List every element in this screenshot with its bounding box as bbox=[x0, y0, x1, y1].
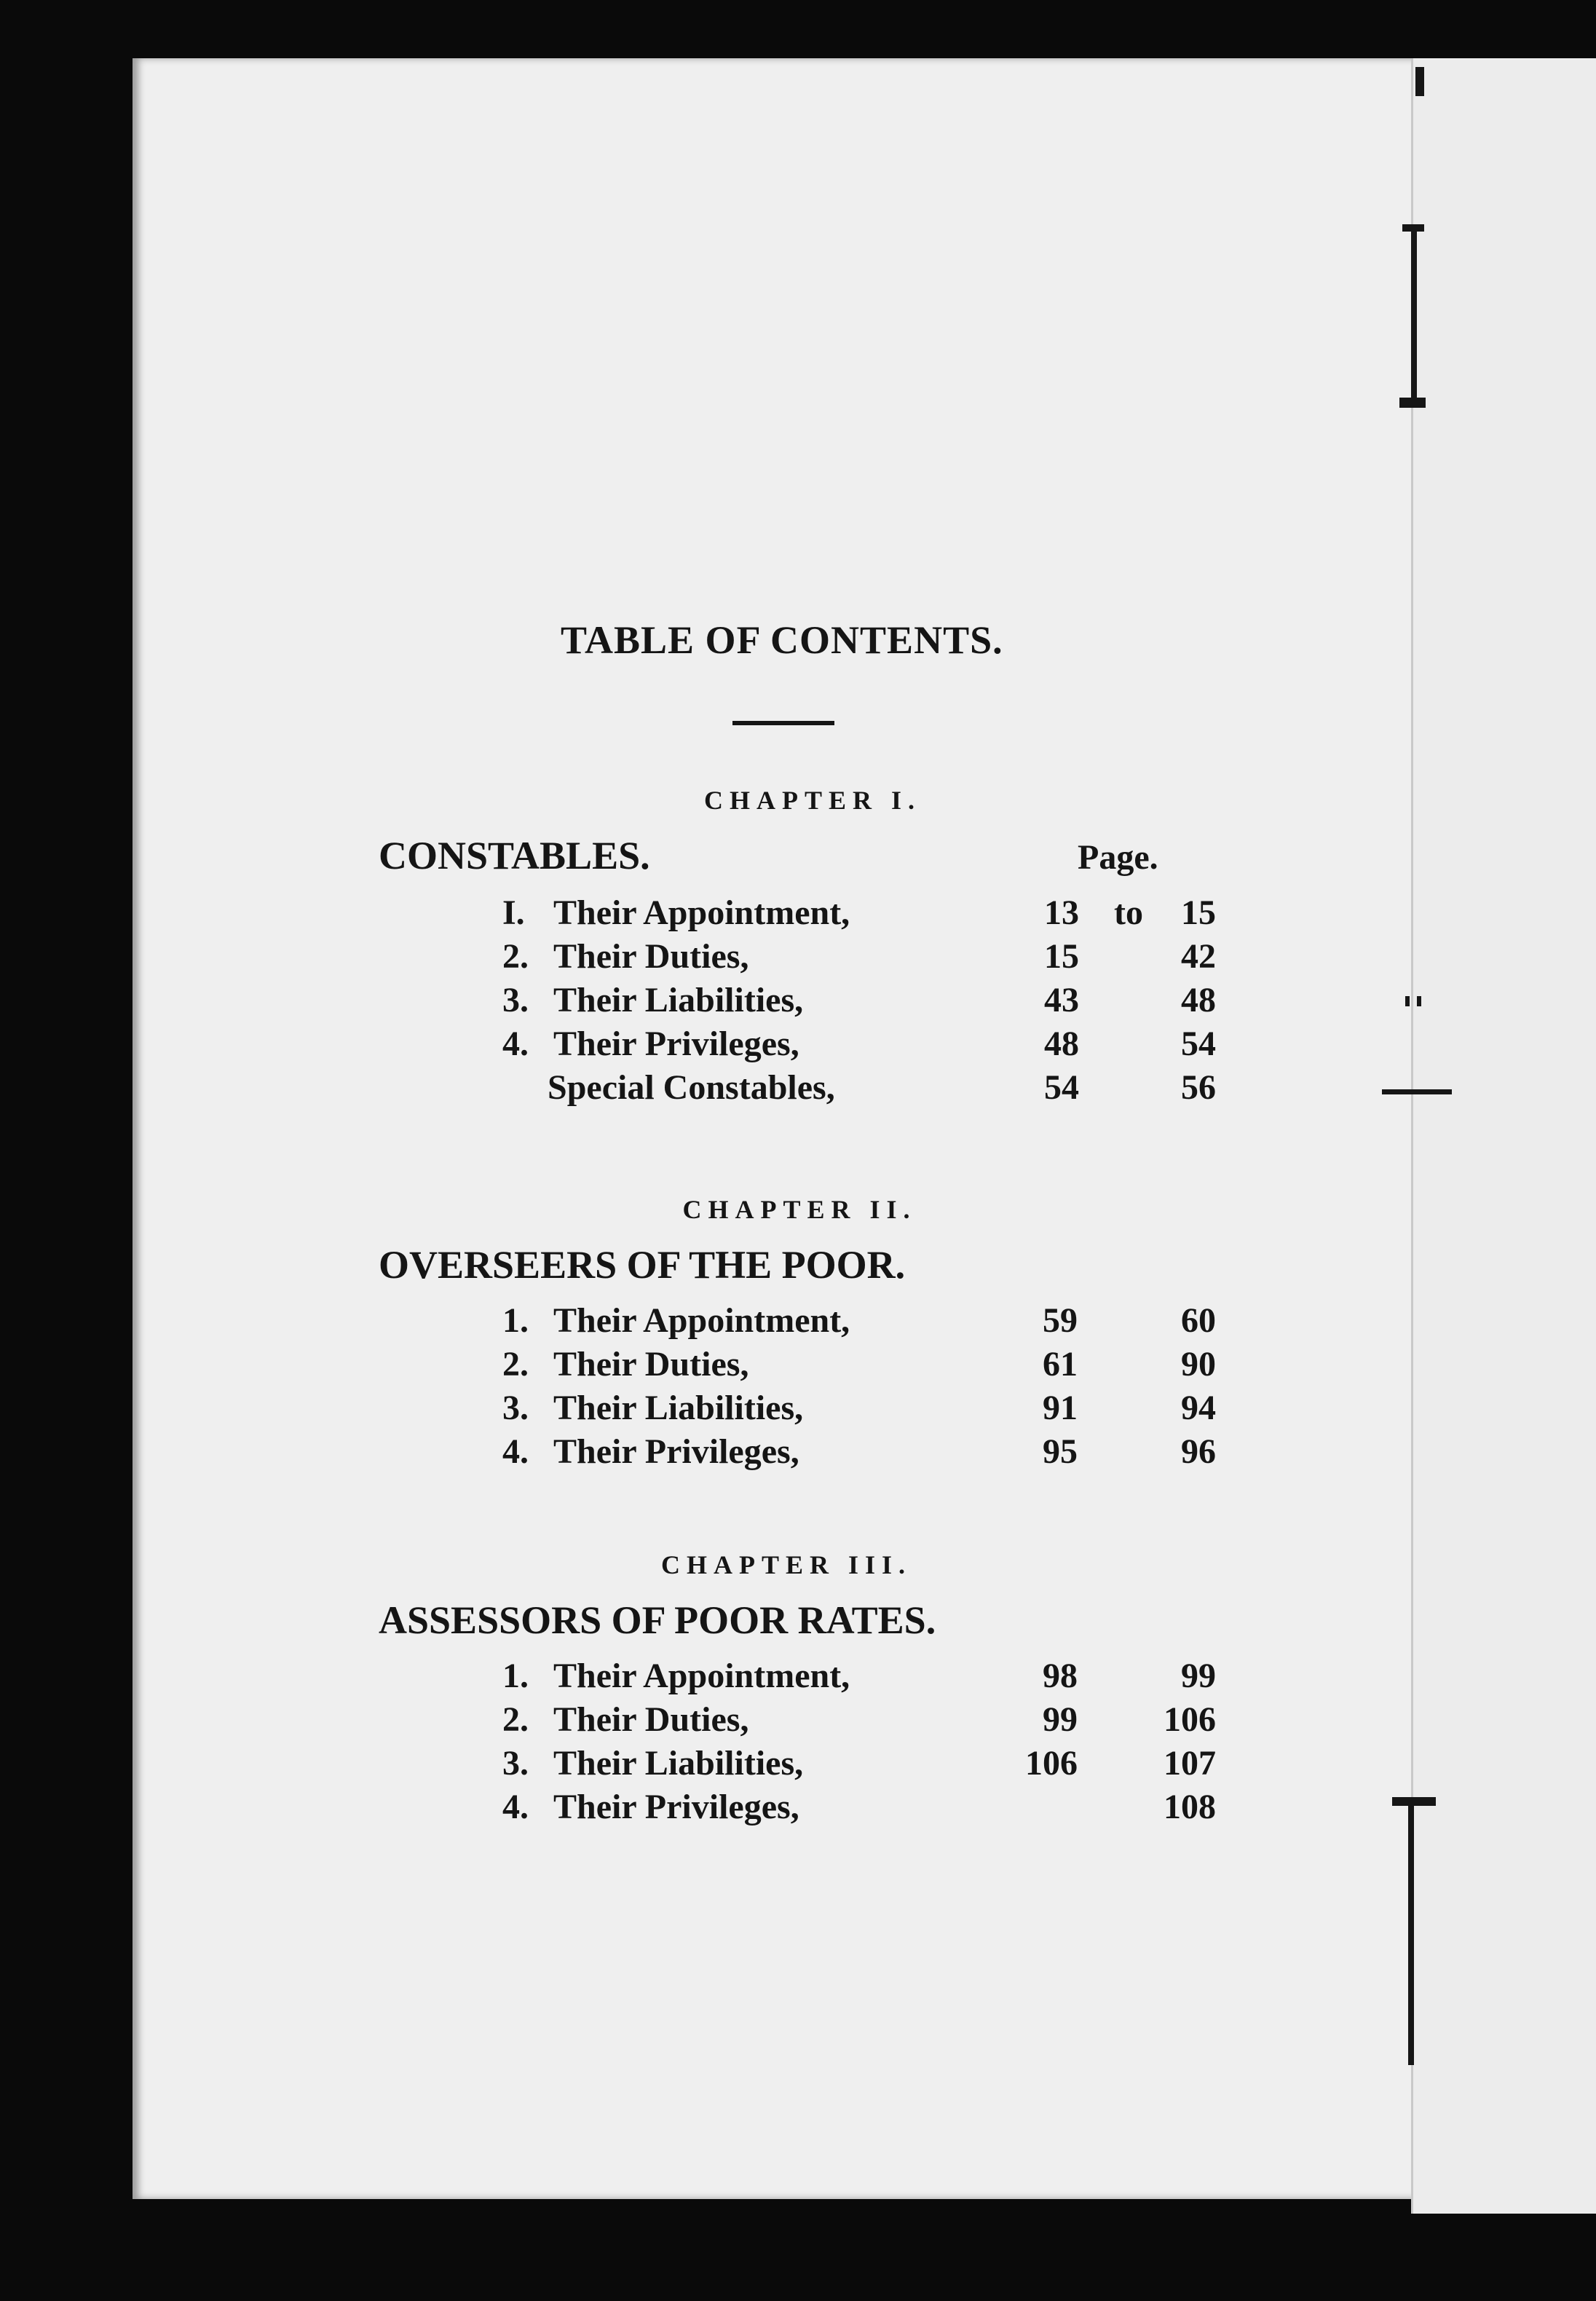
entry-label: Their Duties, bbox=[553, 1700, 749, 1739]
chapter-title: OVERSEERS OF THE POOR. bbox=[379, 1243, 906, 1287]
binding-mark-dots-2 bbox=[1417, 996, 1421, 1006]
toc-entry bbox=[0, 1388, 1238, 1432]
entry-label: Their Duties, bbox=[553, 937, 749, 976]
entry-page-from: 95 bbox=[1043, 1432, 1078, 1471]
entry-number: 2. bbox=[502, 937, 529, 976]
entry-page-thru: 107 bbox=[1164, 1744, 1216, 1783]
entry-page-thru: 48 bbox=[1181, 981, 1216, 1019]
entry-page-from: 106 bbox=[1025, 1744, 1078, 1783]
entry-page-from: 13 bbox=[1044, 893, 1079, 932]
entry-label: Their Duties, bbox=[553, 1345, 749, 1384]
binding-mark-bar-cap-bottom bbox=[1399, 398, 1426, 408]
entry-number: 4. bbox=[502, 1432, 529, 1471]
entry-page-thru: 15 bbox=[1181, 893, 1216, 932]
entry-label: Their Appointment, bbox=[553, 1657, 850, 1695]
toc-entry bbox=[0, 1344, 1238, 1388]
entry-page-thru: 56 bbox=[1181, 1068, 1216, 1107]
toc-entry bbox=[0, 1787, 1238, 1831]
entry-label: Their Appointment, bbox=[553, 1301, 850, 1340]
entry-page-from: 61 bbox=[1043, 1345, 1078, 1384]
entry-number: 3. bbox=[502, 981, 529, 1019]
entry-page-from: 98 bbox=[1043, 1657, 1078, 1695]
next-page-edge bbox=[1411, 58, 1596, 2214]
binding-mark-bar bbox=[1411, 230, 1417, 405]
chapter-heading: CHAPTER II. bbox=[682, 1195, 917, 1224]
entry-page-thru: 60 bbox=[1181, 1301, 1216, 1340]
binding-mark-top bbox=[1415, 67, 1424, 96]
entry-page-thru: 106 bbox=[1164, 1700, 1216, 1739]
binding-mark-lower-bar bbox=[1408, 1803, 1414, 2065]
entry-page-thru: 99 bbox=[1181, 1657, 1216, 1695]
entry-label: Their Liabilities, bbox=[553, 1744, 804, 1783]
entry-page-to-word: to bbox=[1114, 893, 1143, 932]
entry-page-from: 54 bbox=[1044, 1068, 1079, 1107]
entry-label: Their Liabilities, bbox=[553, 981, 804, 1019]
entry-label: Their Privileges, bbox=[553, 1432, 799, 1471]
chapter-title: ASSESSORS OF POOR RATES. bbox=[379, 1598, 936, 1642]
entry-number: 3. bbox=[502, 1389, 529, 1427]
entry-number: 4. bbox=[502, 1788, 529, 1826]
entry-number: 1. bbox=[502, 1657, 529, 1695]
page-column-header: Page. bbox=[1078, 838, 1158, 877]
toc-entry bbox=[0, 1301, 1238, 1344]
entry-page-from: 99 bbox=[1043, 1700, 1078, 1739]
entry-page-from: 43 bbox=[1044, 981, 1079, 1019]
entry-label: Their Privileges, bbox=[553, 1788, 799, 1826]
entry-number: 4. bbox=[502, 1025, 529, 1063]
toc-entry bbox=[0, 980, 1238, 1024]
entry-number: 2. bbox=[502, 1345, 529, 1384]
entry-page-thru: 108 bbox=[1164, 1788, 1216, 1826]
toc-entry bbox=[0, 936, 1238, 980]
binding-mark-dash bbox=[1382, 1089, 1452, 1094]
entry-page-from: 91 bbox=[1043, 1389, 1078, 1427]
binding-mark-bar-cap-top bbox=[1402, 224, 1424, 232]
toc-entry bbox=[0, 1024, 1238, 1067]
entry-number: I. bbox=[502, 893, 525, 932]
title-rule bbox=[732, 721, 834, 725]
entry-number: 1. bbox=[502, 1301, 529, 1340]
toc-entry bbox=[0, 893, 1238, 936]
binding-mark-dots bbox=[1405, 996, 1410, 1006]
toc-entry bbox=[0, 1656, 1238, 1700]
entry-label: Their Liabilities, bbox=[553, 1389, 804, 1427]
page-title: TABLE OF CONTENTS. bbox=[561, 618, 1003, 662]
entry-page-from: 48 bbox=[1044, 1025, 1079, 1063]
entry-page-thru: 94 bbox=[1181, 1389, 1216, 1427]
toc-entry bbox=[0, 1743, 1238, 1787]
entry-number: 2. bbox=[502, 1700, 529, 1739]
book-page bbox=[133, 58, 1414, 2199]
chapter-title: CONSTABLES. bbox=[379, 834, 650, 877]
entry-page-thru: 54 bbox=[1181, 1025, 1216, 1063]
binding-mark-lower-cap bbox=[1392, 1797, 1436, 1806]
toc-entry bbox=[0, 1067, 1238, 1111]
entry-number: 3. bbox=[502, 1744, 529, 1783]
entry-label: Their Appointment, bbox=[553, 893, 850, 932]
entry-page-thru: 96 bbox=[1181, 1432, 1216, 1471]
chapter-heading: CHAPTER III. bbox=[660, 1550, 912, 1579]
entry-page-from: 15 bbox=[1044, 937, 1079, 976]
entry-page-from: 59 bbox=[1043, 1301, 1078, 1340]
entry-page-thru: 90 bbox=[1181, 1345, 1216, 1384]
entry-label: Special Constables, bbox=[548, 1068, 835, 1107]
entry-label: Their Privileges, bbox=[553, 1025, 799, 1063]
entry-page-thru: 42 bbox=[1181, 937, 1216, 976]
toc-entry bbox=[0, 1700, 1238, 1743]
chapter-heading: CHAPTER I. bbox=[703, 786, 922, 815]
toc-entry bbox=[0, 1432, 1238, 1475]
